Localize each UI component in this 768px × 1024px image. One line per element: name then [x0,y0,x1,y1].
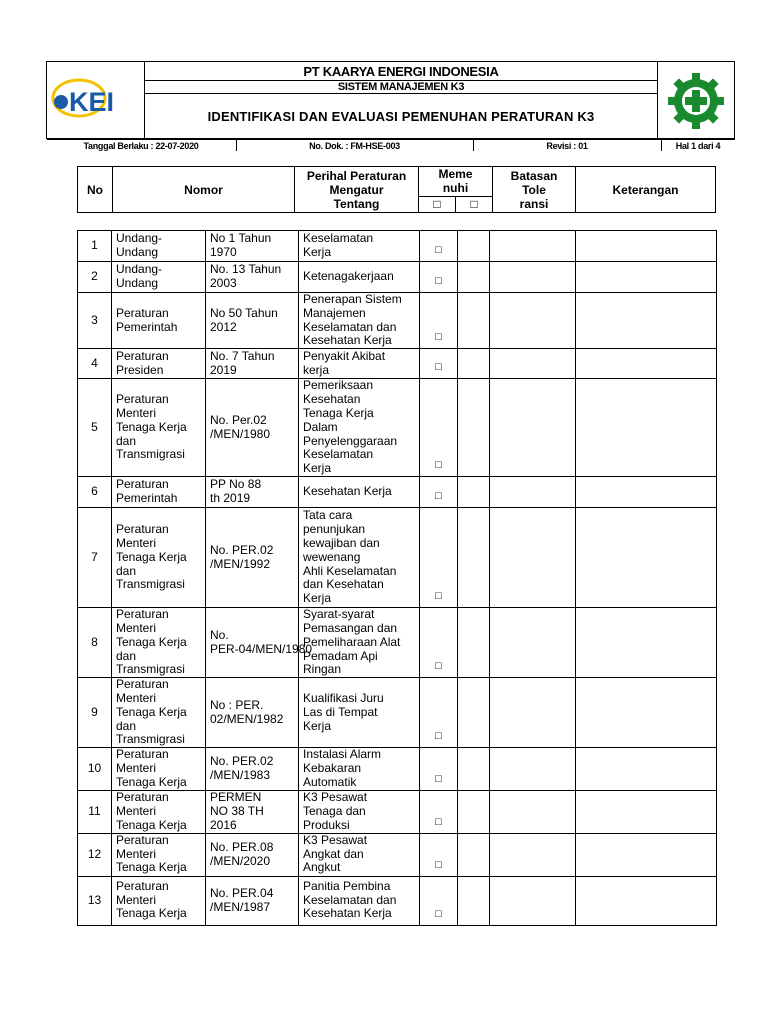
table-row [78,231,717,262]
regulation-subject [299,508,420,608]
regulation-subject [299,608,420,678]
regulation-number [206,349,299,379]
nomor-line: No : PER. [210,697,264,712]
jenis-line: Peraturan [116,305,169,320]
remarks-cell [576,379,717,477]
perihal-line: Tata cara [303,508,353,523]
table-row [78,262,717,293]
checkbox-icon[interactable]: □ [435,459,442,472]
compliance-checkbox[interactable] [420,477,458,508]
table-row [78,349,717,379]
logo-text: KEI [69,87,115,117]
remarks-cell [576,293,717,349]
perihal-line: Panitia Pembina [303,878,391,893]
table-row [78,791,717,833]
perihal-line: Tenaga Kerja [303,405,374,420]
perihal-line: Automatik [303,775,357,790]
jenis-line: Peraturan [116,747,169,762]
jenis-line: Menteri [116,405,157,420]
nomor-line: 1970 [210,245,237,259]
perihal-line: Penerapan Sistem [303,292,402,306]
perihal-line: Kerja [303,591,332,606]
regulation-number [206,262,299,293]
jenis-line: dan [116,563,137,578]
checkbox-icon[interactable]: □ [435,361,442,374]
jenis-line: Peraturan [116,522,169,537]
regulation-number [206,379,299,477]
perihal-line: Manajemen [303,305,366,320]
regulation-subject [299,678,420,748]
checkbox-icon[interactable]: □ [435,858,442,871]
perihal-line: Angkut [303,860,341,875]
perihal-line: Ringan [303,662,342,677]
compliance-empty-cell [458,231,490,262]
perihal-line: K3 Pesawat [303,832,368,847]
compliance-empty-cell [458,379,490,477]
perihal-line: Dalam [303,419,338,434]
compliance-checkbox[interactable] [420,876,458,925]
k3-logo-cell [658,62,735,139]
revision-number: Revisi : 01 [473,140,661,152]
row-number: 2 [78,262,112,293]
compliance-empty-cell [458,293,490,349]
jenis-line: Pemerintah [116,491,178,506]
perihal-line: Produksi [303,817,350,832]
regulation-number [206,231,299,262]
perihal-line: Pemasangan dan [303,620,398,635]
jenis-line: Undang- [116,231,163,246]
perihal-line: Las di Tempat [303,704,378,719]
col-batasan [493,167,576,213]
jenis-line: Undang- [116,262,163,277]
nomor-line: No. PER.02 [210,754,274,769]
checkbox-icon[interactable]: □ [435,275,442,288]
company-name: PT KAARYA ENERGI INDONESIA [145,62,658,81]
checkbox-icon[interactable]: □ [435,244,442,257]
jenis-line: Tenaga Kerja [116,860,187,875]
tolerance-cell [490,262,576,293]
perihal-line: Tenaga dan [303,803,366,818]
checkbox-icon[interactable]: □ [435,490,442,503]
compliance-empty-cell [458,876,490,925]
nomor-line: No. 7 Tahun [210,348,275,363]
regulation-type [112,508,206,608]
row-number: 1 [78,231,112,262]
jenis-line: Peraturan [116,790,169,805]
regulation-number [206,791,299,833]
nomor-line: /MEN/1983 [210,768,271,783]
perihal-line: Kesehatan Kerja [303,906,392,921]
regulation-number [206,833,299,876]
remarks-cell [576,876,717,925]
compliance-checkbox[interactable] [420,293,458,349]
tolerance-cell [490,477,576,508]
compliance-checkbox[interactable] [420,678,458,748]
regulation-subject [299,833,420,876]
perihal-line: Kesehatan Kerja [303,484,392,499]
jenis-line: Tenaga Kerja [116,419,187,434]
jenis-line: Menteri [116,846,157,861]
remarks-cell [576,262,717,293]
perihal-line: Ketenagakerjaan [303,269,394,284]
table-row [78,293,717,349]
nomor-line: 2012 [210,319,237,334]
perihal-line: Penyakit Akibat [303,348,386,363]
jenis-line: Menteri [116,761,157,776]
col-memenuhi-yes-checkbox[interactable]: □ [419,196,456,212]
compliance-checkbox[interactable] [420,508,458,608]
nomor-line: No. [210,627,229,642]
jenis-line: Menteri [116,892,157,907]
regulation-type [112,791,206,833]
regulation-subject [299,262,420,293]
regulation-rows [78,231,717,926]
perihal-line: Keselamatan [303,447,374,462]
perihal-line: Syarat-syarat [303,607,375,622]
nomor-line: /MEN/1992 [210,556,271,571]
nomor-line: th 2019 [210,491,251,506]
compliance-empty-cell [458,833,490,876]
perihal-line: Penyelenggaraan [303,433,398,448]
regulation-type [112,293,206,349]
row-number: 13 [78,876,112,925]
regulation-type [112,477,206,508]
tolerance-cell [490,508,576,608]
remarks-cell [576,608,717,678]
col-memenuhi-line: nuhi [442,181,469,196]
col-no: No [78,167,113,213]
remarks-cell [576,791,717,833]
jenis-line: dan [116,433,137,448]
row-number: 8 [78,608,112,678]
jenis-line: Transmigrasi [116,447,185,462]
nomor-line: No. Per.02 [210,412,267,427]
regulation-table [77,230,717,926]
jenis-line: Tenaga Kerja [116,817,187,832]
remarks-cell [576,748,717,791]
table-row [78,379,717,477]
jenis-line: dan [116,648,137,663]
regulation-subject [299,379,420,477]
regulation-type [112,262,206,293]
row-number: 9 [78,678,112,748]
nomor-line: No. 13 Tahun [210,262,282,277]
perihal-line: Pemadam Api [303,648,378,663]
regulation-type [112,608,206,678]
perihal-line: wewenang [303,549,361,564]
nomor-line: NO 38 TH [210,803,264,818]
k3-gear-cross-icon [666,71,726,131]
compliance-empty-cell [458,262,490,293]
jenis-line: Tenaga Kerja [116,775,187,790]
nomor-line: PER-04/MEN/1980 [210,641,313,656]
perihal-line: Instalasi Alarm [303,747,382,762]
tolerance-cell [490,748,576,791]
perihal-line: Ahli Keselamatan [303,563,397,578]
nomor-line: /MEN/2020 [210,853,271,868]
perihal-line: penunjukan [303,522,366,537]
jenis-line: Peraturan [116,677,169,692]
nomor-line: 2016 [210,817,237,832]
compliance-checkbox[interactable] [420,608,458,678]
regulation-number [206,876,299,925]
remarks-cell [576,678,717,748]
perihal-line: Kesehatan [303,392,361,407]
perihal-line: Kesehatan Kerja [303,333,392,348]
col-nomor: Nomor [113,167,295,213]
document-title: IDENTIFIKASI DAN EVALUASI PEMENUHAN PERATURAN K3 [145,94,658,139]
regulation-type [112,231,206,262]
col-perihal [295,167,419,213]
jenis-line: Undang [116,245,159,259]
col-memenuhi-line: Meme [438,167,473,182]
jenis-line: dan [116,718,137,733]
regulation-type [112,748,206,791]
jenis-line: Tenaga Kerja [116,549,187,564]
tolerance-cell [490,608,576,678]
tolerance-cell [490,791,576,833]
regulation-number [206,748,299,791]
regulation-subject [299,349,420,379]
row-number: 3 [78,293,112,349]
jenis-line: Menteri [116,690,157,705]
perihal-line: kewajiban dan [303,535,380,550]
row-number: 5 [78,379,112,477]
compliance-empty-cell [458,349,490,379]
company-logo-cell [47,62,145,139]
remarks-cell [576,477,717,508]
compliance-checkbox[interactable] [420,231,458,262]
jenis-line: Pemerintah [116,319,178,334]
perihal-line: Pemeliharaan Alat [303,634,401,649]
table-row [78,477,717,508]
perihal-line: kerja [303,362,330,377]
nomor-line: 2003 [210,276,237,290]
regulation-number [206,477,299,508]
row-number: 12 [78,833,112,876]
document-number: No. Dok. : FM-HSE-003 [236,140,473,152]
compliance-empty-cell [458,608,490,678]
col-batasan-line: ransi [519,196,549,211]
nomor-line: No 1 Tahun [210,231,272,246]
jenis-line: Menteri [116,620,157,635]
checkbox-icon[interactable]: □ [435,730,442,743]
regulation-type [112,379,206,477]
col-perihal-line: Tentang [333,196,380,211]
perihal-line: Pemeriksaan [303,378,374,393]
regulation-type [112,833,206,876]
remarks-cell [576,833,717,876]
compliance-checkbox[interactable] [420,349,458,379]
checkbox-icon[interactable]: □ [435,773,442,786]
jenis-line: Menteri [116,535,157,550]
checkbox-icon[interactable]: □ [435,907,442,920]
kei-logo-icon [51,76,141,126]
perihal-line: Angkat dan [303,846,364,861]
jenis-line: Presiden [116,362,164,377]
tolerance-cell [490,231,576,262]
row-number: 7 [78,508,112,608]
remarks-cell [576,349,717,379]
compliance-checkbox[interactable] [420,791,458,833]
compliance-empty-cell [458,791,490,833]
column-header [77,166,716,213]
row-number: 10 [78,748,112,791]
regulation-type [112,349,206,379]
regulation-subject [299,791,420,833]
jenis-line: Transmigrasi [116,577,185,592]
jenis-line: Peraturan [116,878,169,893]
col-keterangan: Keterangan [576,167,716,213]
perihal-line: Keselamatan dan [303,892,397,907]
jenis-line: Peraturan [116,832,169,847]
system-name: SISTEM MANAJEMEN K3 [145,81,658,94]
jenis-line: Peraturan [116,607,169,622]
table-row [78,748,717,791]
nomor-line: /MEN/1980 [210,426,271,441]
regulation-type [112,876,206,925]
checkbox-icon[interactable]: □ [435,815,442,828]
col-batasan-line: Tole [522,182,546,197]
perihal-line: Keselamatan [303,231,374,246]
perihal-line: Kerja [303,718,332,733]
col-batasan-line: Batasan [510,168,558,183]
jenis-line: Transmigrasi [116,662,185,677]
nomor-line: No. PER.04 [210,885,274,900]
row-number: 4 [78,349,112,379]
regulation-subject [299,477,420,508]
checkbox-icon[interactable]: □ [435,331,442,344]
checkbox-icon[interactable]: □ [435,660,442,673]
perihal-line: Kualifikasi Juru [303,690,384,705]
col-perihal-line: Mengatur [329,182,384,197]
compliance-checkbox[interactable] [420,379,458,477]
row-number: 11 [78,791,112,833]
jenis-line: Peraturan [116,348,169,363]
tolerance-cell [490,293,576,349]
document-header [46,61,735,151]
regulation-number [206,678,299,748]
jenis-line: Transmigrasi [116,732,185,747]
tolerance-cell [490,678,576,748]
table-row [78,876,717,925]
perihal-line: Kebakaran [303,761,362,776]
col-memenuhi [419,167,493,197]
compliance-empty-cell [458,508,490,608]
nomor-line: No. PER.08 [210,839,274,854]
perihal-line: Kerja [303,461,332,476]
nomor-line: 2019 [210,362,237,377]
jenis-line: Peraturan [116,392,169,407]
tolerance-cell [490,349,576,379]
perihal-line: Kerja [303,245,332,259]
remarks-cell [576,508,717,608]
perihal-line: K3 Pesawat [303,790,368,805]
table-row [78,678,717,748]
nomor-line: PP No 88 [210,477,262,492]
regulation-subject [299,293,420,349]
nomor-line: 02/MEN/1982 [210,711,284,726]
checkbox-icon[interactable]: □ [435,590,442,603]
col-perihal-line: Perihal Peraturan [306,168,407,183]
nomor-line: /MEN/1987 [210,899,271,914]
regulation-subject [299,748,420,791]
jenis-line: Menteri [116,803,157,818]
compliance-checkbox[interactable] [420,748,458,791]
compliance-empty-cell [458,748,490,791]
jenis-line: Undang [116,276,159,290]
regulation-number [206,508,299,608]
jenis-line: Peraturan [116,477,169,492]
regulation-type [112,678,206,748]
perihal-line: Keselamatan dan [303,319,397,334]
regulation-number [206,293,299,349]
effective-date: Tanggal Berlaku : 22-07-2020 [47,140,237,152]
page-number: Hal 1 dari 4 [661,140,735,152]
perihal-line: dan Kesehatan [303,577,384,592]
regulation-subject [299,231,420,262]
table-row [78,833,717,876]
compliance-checkbox[interactable] [420,833,458,876]
col-memenuhi-no-checkbox[interactable]: □ [456,196,493,212]
nomor-line: No. PER.02 [210,542,274,557]
regulation-number [206,608,313,678]
compliance-empty-cell [458,477,490,508]
jenis-line: Tenaga Kerja [116,634,187,649]
row-number: 6 [78,477,112,508]
tolerance-cell [490,833,576,876]
nomor-line: PERMEN [210,790,262,805]
compliance-checkbox[interactable] [420,262,458,293]
tolerance-cell [490,876,576,925]
remarks-cell [576,231,717,262]
tolerance-cell [490,379,576,477]
nomor-line: No 50 Tahun [210,305,278,320]
compliance-empty-cell [458,678,490,748]
jenis-line: Tenaga Kerja [116,906,187,921]
regulation-subject [299,876,420,925]
jenis-line: Tenaga Kerja [116,704,187,719]
table-row [78,608,717,678]
table-row [78,508,717,608]
